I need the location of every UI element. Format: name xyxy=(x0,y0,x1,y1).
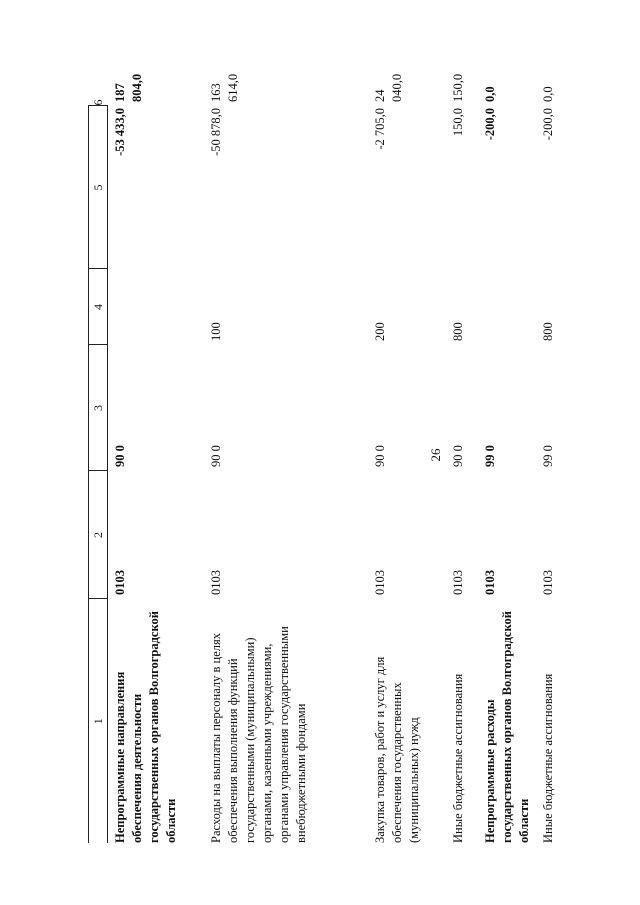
row-name: Непрограммные направления обеспечения деятельности государственных органов Волгоградской области xyxy=(113,611,178,843)
table-header-row: 1 2 3 4 5 6 xyxy=(89,106,108,843)
budget-table xyxy=(88,73,568,843)
row-expense-type: 800 xyxy=(541,322,555,341)
budget-table-rotated xyxy=(88,73,588,843)
row-target-article: 90 0 xyxy=(113,445,127,467)
row-target-article: 99 0 xyxy=(541,445,555,467)
table-row: Иные бюджетные ассигнования 0103 90 0 800 150,0 150,0 xyxy=(446,106,478,843)
row-name: Иные бюджетные ассигнования xyxy=(451,673,465,843)
table-row: Закупка товаров, работ и услуг для обеспечения государственных (муниципальных) нужд 0103 90 0 200 -2 705,0 24 040,0 xyxy=(368,106,446,843)
row-section-code: 0103 xyxy=(451,570,465,595)
row-section-code: 0103 xyxy=(541,570,555,595)
row-expense-type: 100 xyxy=(209,322,223,341)
page-number: 26 xyxy=(428,448,443,462)
row-expense-type xyxy=(478,269,536,345)
header-col-1: 1 xyxy=(89,599,108,843)
row-name: Расходы на выплаты персоналу в целях обеспечения выполнения функций государственными (муниципальными) органами, казенными учреждениями, органами управления государственными внебюджетными фондами xyxy=(209,626,308,843)
row-target-article: 90 0 xyxy=(373,445,387,467)
row-change: -200,0 xyxy=(541,108,555,141)
row-section-code: 0103 xyxy=(483,570,497,595)
row-expense-type: 800 xyxy=(451,322,465,341)
table-row: Непрограммные направления обеспечения деятельности государственных органов Волгоградской области 0103 90 0 -53 433,0 187 804,0 xyxy=(108,106,205,843)
row-section-code: 0103 xyxy=(209,570,223,595)
header-col-2: 2 xyxy=(89,471,108,599)
row-change: -50 878,0 xyxy=(209,108,223,156)
row-expense-type: 200 xyxy=(373,322,387,341)
table-row: Иные бюджетные ассигнования 0103 99 0 800 -200,0 0,0 xyxy=(536,106,568,843)
row-change: -200,0 xyxy=(483,108,497,141)
header-col-3: 3 xyxy=(89,345,108,471)
row-section-code: 0103 xyxy=(373,570,387,595)
row-expense-type xyxy=(108,269,205,345)
row-change: 150,0 xyxy=(451,108,465,137)
row-target-article: 90 0 xyxy=(209,445,223,467)
row-name: Иные бюджетные ассигнования xyxy=(541,673,555,843)
row-target-article: 90 0 xyxy=(451,445,465,467)
row-change: -53 433,0 xyxy=(113,108,127,156)
row-change: -2 705,0 xyxy=(373,108,387,150)
table-row: Непрограммные расходы государственных органов Волгоградской области 0103 99 0 -200,0 0,0 xyxy=(478,106,536,843)
row-name: Непрограммные расходы государственных органов Волгоградской области xyxy=(483,611,531,843)
row-target-article: 99 0 xyxy=(483,445,497,467)
header-col-5: 5 xyxy=(89,106,108,269)
table-row: Расходы на выплаты персоналу в целях обеспечения выполнения функций государственными (муниципальными) органами, казенными учреждениями, органами управления государственными внебюджетными фондами 0103 90 0 100 -50 878,0 163 614,0 xyxy=(204,106,368,843)
row-name: Закупка товаров, работ и услуг для обеспечения государственных (муниципальных) нужд xyxy=(373,656,421,843)
header-col-4: 4 xyxy=(89,269,108,345)
row-section-code: 0103 xyxy=(113,570,127,595)
